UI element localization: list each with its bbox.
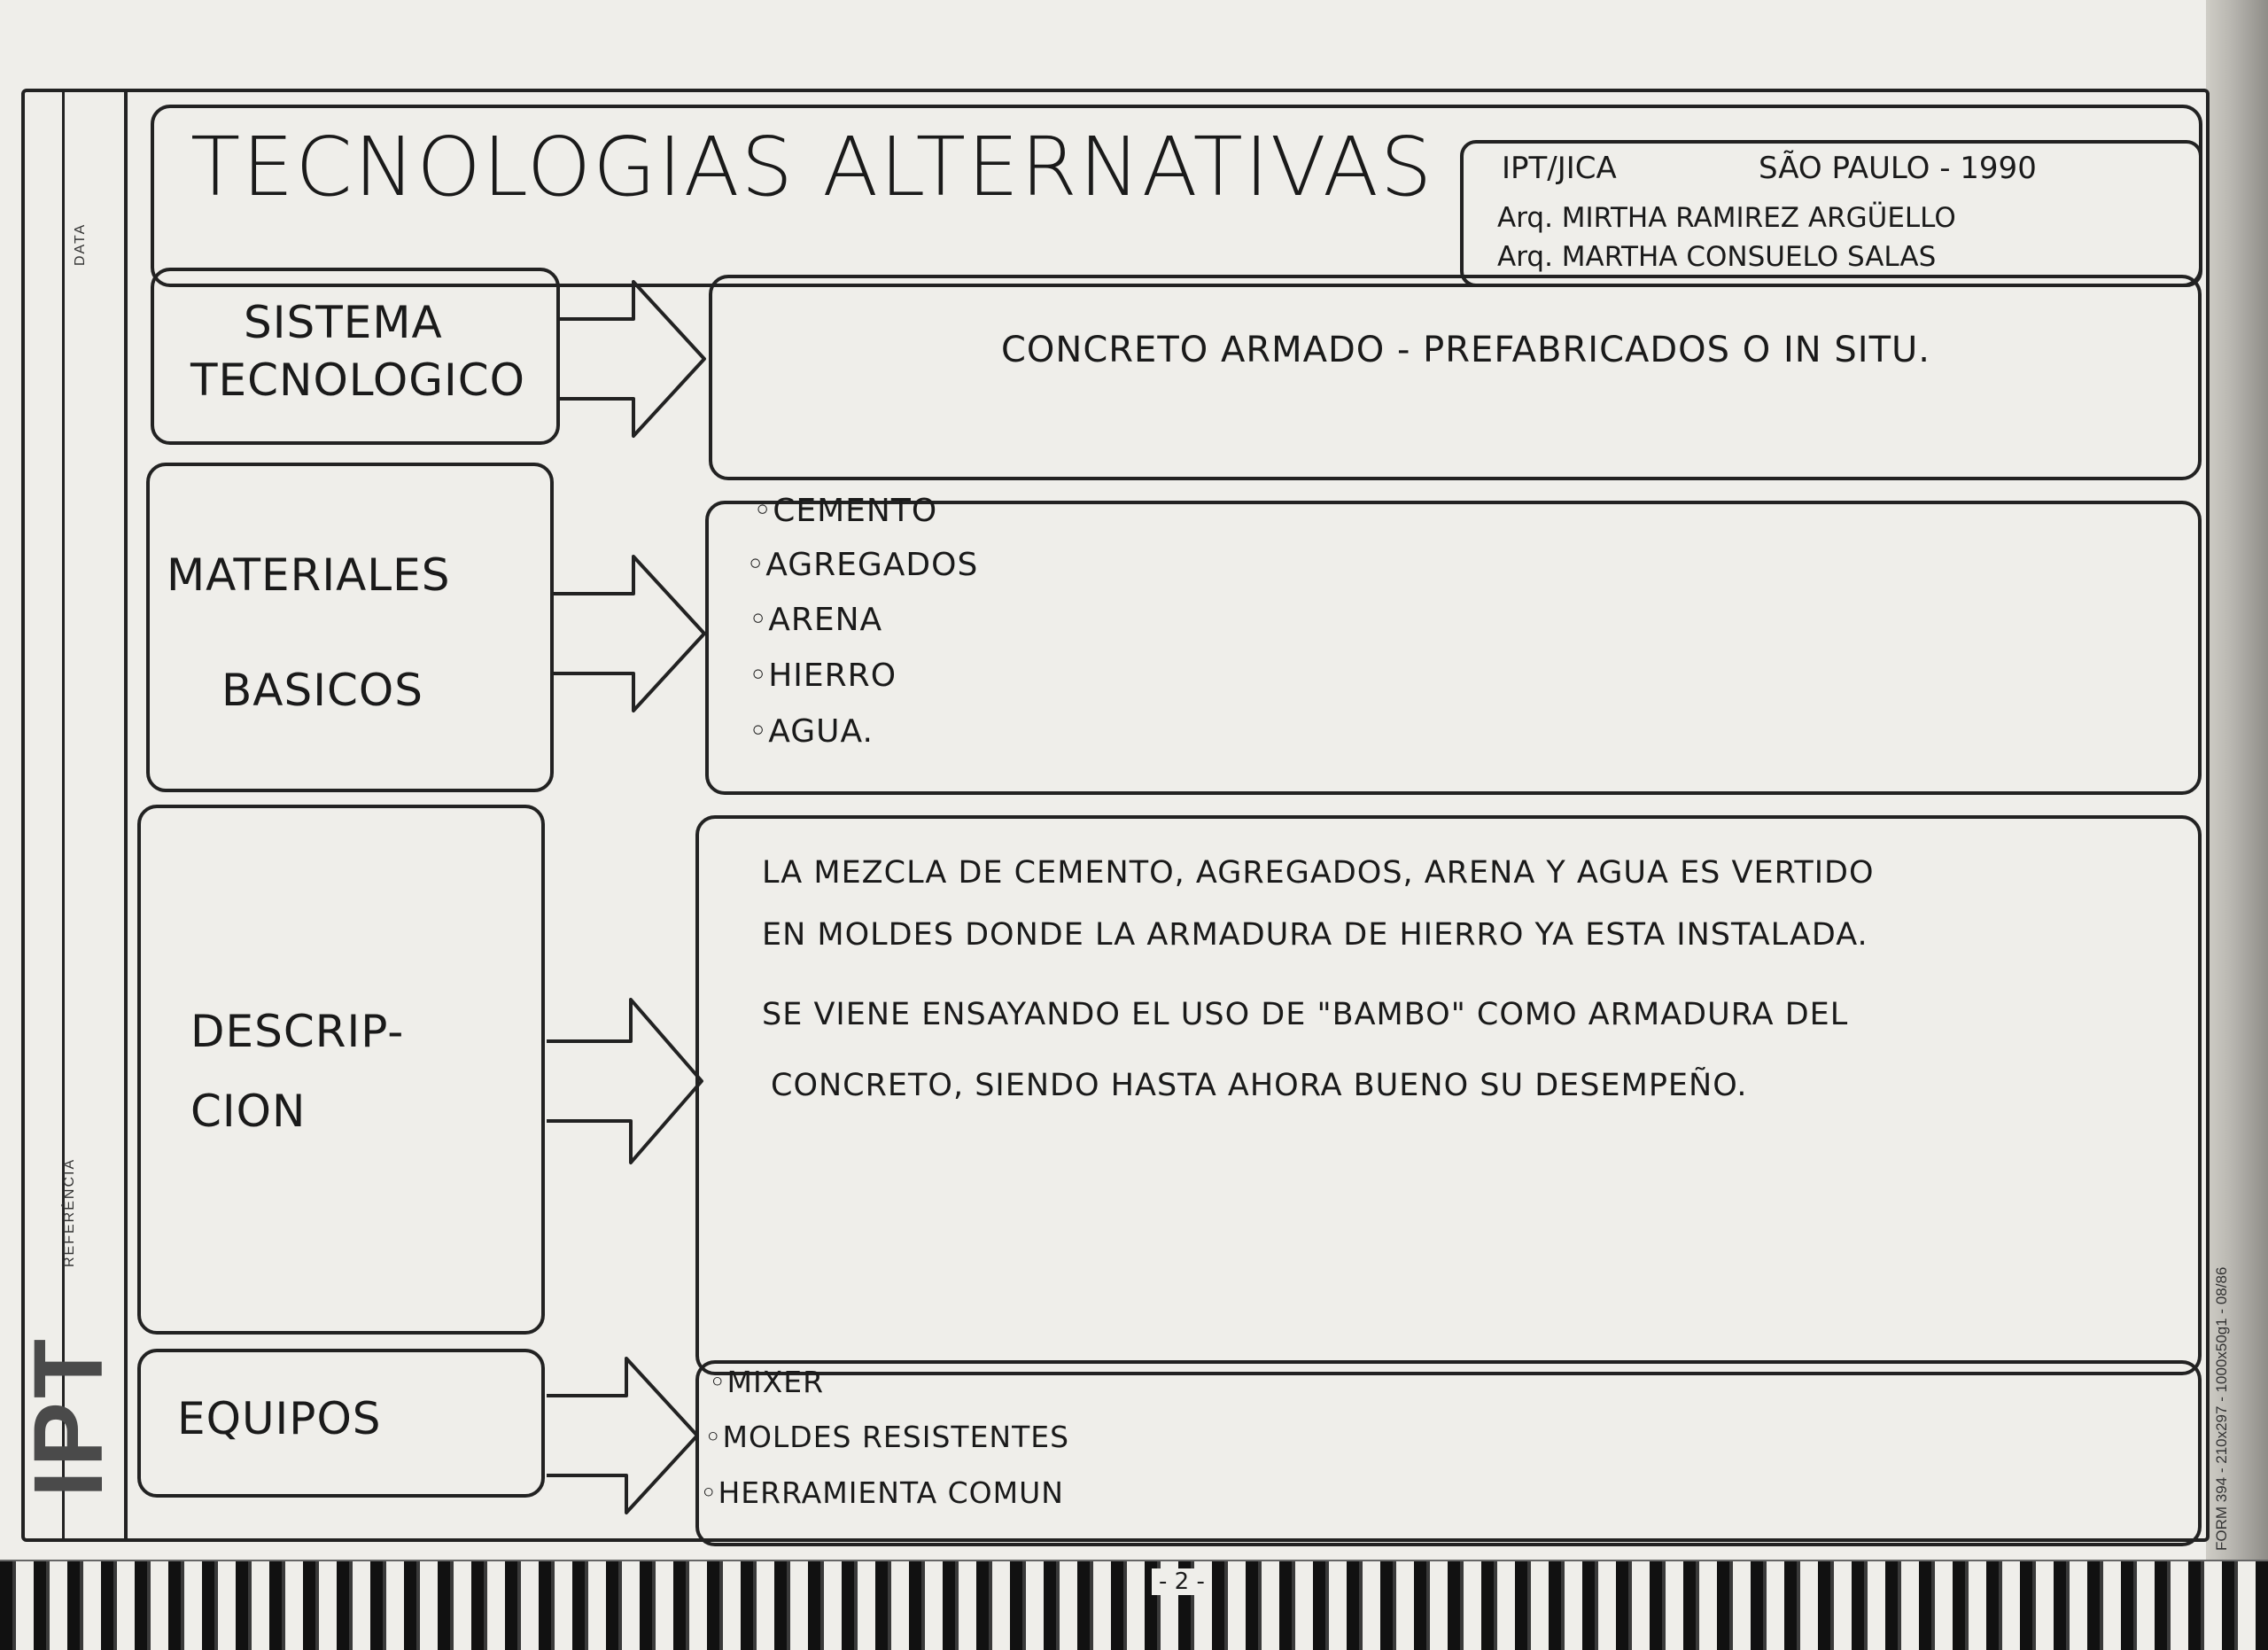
author-2: Arq. MARTHA CONSUELO SALAS — [1497, 241, 1937, 273]
description-line-3: SE VIENE ENSAYANDO EL USO DE "BAMBO" COMO ARMADURA DEL — [762, 997, 1849, 1032]
label-box-materiales — [146, 463, 554, 792]
referencia-label: REFERÊNCIA — [62, 1157, 77, 1267]
header-org: IPT/JICA — [1502, 151, 1617, 186]
content-box-sistema — [709, 275, 2202, 480]
content-box-materiales — [705, 501, 2202, 795]
list-item: ◦ CEMENTO — [753, 493, 937, 529]
data-label: DATA — [73, 222, 88, 266]
spiral-binding — [0, 1560, 2268, 1650]
ipt-logo: IPT — [14, 1335, 123, 1498]
description-line-1: LA MEZCLA DE CEMENTO, AGREGADOS, ARENA Y AGUA ES VERTIDO — [762, 855, 1875, 891]
arrow-right-icon — [542, 1351, 706, 1520]
arrow-right-icon — [542, 992, 711, 1170]
label-sistema-line2: TECNOLOGICO — [190, 354, 525, 406]
label-materiales-line2: BASICOS — [221, 665, 423, 716]
list-item: ◦ AGUA. — [749, 713, 874, 750]
list-item: ◦ MOLDES RESISTENTES — [704, 1420, 1069, 1454]
label-descripcion-line2: CION — [190, 1086, 307, 1137]
arrow-right-icon — [554, 275, 713, 443]
margin-divider — [62, 89, 65, 1542]
form-code: FORM 394 - 210x297 - 1000x50g1 - 08/86 — [2213, 1266, 2230, 1551]
label-descripcion-line1: DESCRIP- — [190, 1006, 405, 1057]
list-item: ◦ ARENA — [749, 602, 882, 638]
description-line-2: EN MOLDES DONDE LA ARMADURA DE HIERRO YA ESTA INSTALADA. — [762, 917, 1868, 953]
arrow-right-icon — [549, 549, 713, 718]
page-number: - 2 - — [1152, 1568, 1212, 1595]
content-sistema: CONCRETO ARMADO - PREFABRICADOS O IN SITU. — [1001, 330, 1930, 370]
header-place-year: SÃO PAULO - 1990 — [1759, 151, 2037, 186]
author-1: Arq. MIRTHA RAMIREZ ARGÜELLO — [1497, 202, 1956, 234]
label-box-descripcion — [137, 805, 545, 1335]
description-line-4: CONCRETO, SIENDO HASTA AHORA BUENO SU DESEMPEÑO. — [771, 1068, 1748, 1103]
label-materiales-line1: MATERIALES — [167, 549, 451, 601]
list-item: ◦ HERRAMIENTA COMUN — [700, 1475, 1064, 1510]
left-margin-column — [21, 89, 128, 1542]
page-title: TECNOLOGIAS ALTERNATIVAS — [190, 120, 1434, 214]
list-item: ◦ MIXER — [709, 1365, 824, 1399]
label-equipos: EQUIPOS — [177, 1393, 382, 1444]
list-item: ◦ HIERRO — [749, 658, 897, 694]
label-sistema-line1: SISTEMA — [244, 297, 443, 348]
list-item: ◦ AGREGADOS — [746, 547, 978, 583]
